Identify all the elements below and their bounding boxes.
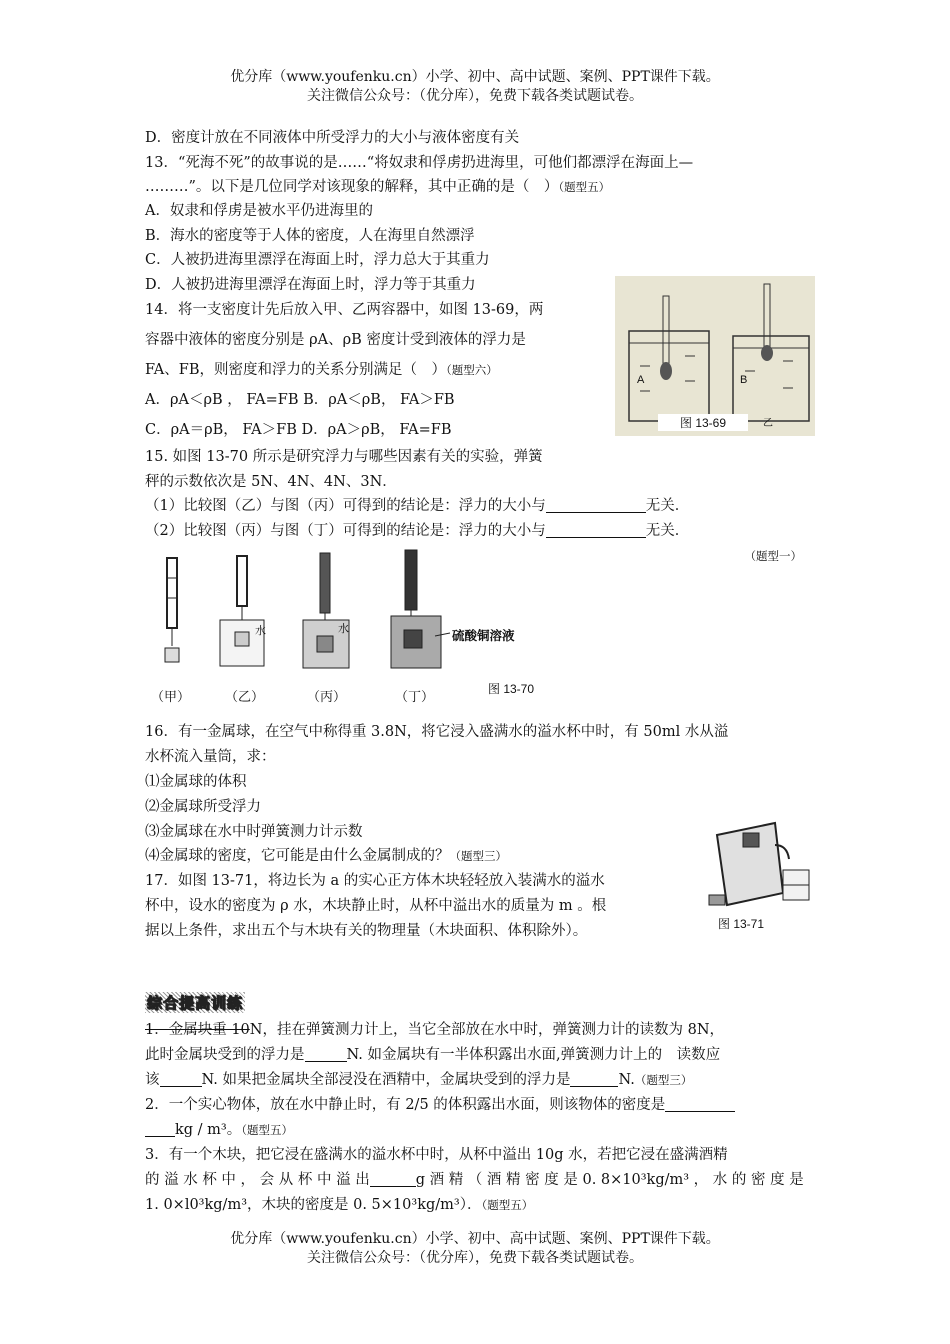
figure-13-70-drawing: [145, 548, 565, 688]
q15-line1: 15. 如图 13-70 所示是研究浮力与哪些因素有关的实验，弹簧: [145, 449, 543, 465]
figure-13-69-drawing: [615, 276, 815, 436]
figure-13-69: [615, 276, 815, 436]
q16-line2: 水杯流入量筒，求：: [145, 749, 276, 765]
c1-line3: [145, 1070, 692, 1090]
page-header-line2: 关注微信公众号：（优分库），免费下载各类试题试卷。: [307, 88, 643, 104]
c1-line3a: 该: [145, 1072, 160, 1088]
c1-blank1[interactable]: [305, 1047, 347, 1062]
figure-13-71: [705, 815, 815, 915]
q16-sub2: ⑵金属球所受浮力: [145, 799, 261, 815]
c1-line3b: N. 如果把金属块全部浸没在酒精中，金属块受到的浮力是: [201, 1072, 571, 1088]
q15-line2: 秤的示数依次是 5N、4N、4N、3N．: [145, 474, 397, 490]
fig70-label-yi: （乙）: [225, 689, 265, 704]
c1-line3c: N.: [618, 1072, 635, 1088]
q13-line1: 13．“死海不死”的故事说的是……“将奴隶和俘虏扔进海里，可他们都漂浮在海面上—: [145, 155, 694, 171]
c1-strike-text: 1．金属块重 10: [145, 1022, 250, 1038]
q12-option-d: D．密度计放在不同液体中所受浮力的大小与液体密度有关: [145, 130, 520, 146]
c1-line2a: 此时金属块受到的浮力是: [145, 1047, 305, 1063]
q16-sub3: ⑶金属球在水中时弹簧测力计示数: [145, 824, 363, 840]
q15-part1-blank[interactable]: [546, 498, 646, 513]
spring-scale-jia: [167, 558, 177, 628]
q13-option-c: C．人被扔进海里漂浮在海面上时，浮力总大于其重力: [145, 252, 490, 268]
c2-line2: [145, 1120, 293, 1140]
fig71-caption: 图 13-71: [718, 917, 765, 931]
q13-option-d: D．人被扔进海里漂浮在海面上时，浮力等于其重力: [145, 277, 476, 293]
block-ding: [404, 630, 422, 648]
c3-line3: [145, 1195, 533, 1215]
c2-line1-text: 2．一个实心物体，放在水中静止时，有 2/5 的体积露出水面，则该物体的密度是: [145, 1097, 666, 1113]
c1-line2: [145, 1045, 720, 1065]
q14-tag: （题型六）: [446, 363, 498, 377]
c1-line1: [145, 1020, 724, 1040]
c3-line2b: g 酒 精 （ 酒 精 密 度 是 0. 8×10³kg/m³ ， 水 的 密 度 是: [415, 1172, 804, 1188]
q13-line2: [145, 177, 610, 197]
q16-tag: （题型三）: [449, 849, 507, 863]
q14-line1: 14．将一支密度计先后放入甲、乙两容器中，如图 13-69，两: [145, 302, 544, 318]
fig69-label-b: B: [740, 374, 748, 386]
q13-option-b: B．海水的密度等于人体的密度，人在海里自然漂浮: [145, 228, 475, 244]
c1-line2b: N. 如金属块有一半体积露出水面,弹簧测力计上的 读数应: [346, 1047, 721, 1063]
fig70-label-jia: （甲）: [151, 689, 191, 704]
c2-line2-text: kg / m³。: [175, 1122, 242, 1138]
page-footer-line1: 优分库（www.youfenku.cn）小学、初中、高中试题、案例、PPT课件下载。: [230, 1231, 720, 1247]
figure-13-71-drawing: [705, 815, 815, 910]
page-footer-line2: 关注微信公众号：（优分库），免费下载各类试题试卷。: [307, 1250, 643, 1266]
label-cuso4: 硫酸铜溶液: [452, 629, 515, 643]
q17-line3: 据以上条件，求出五个与木块有关的物理量（木块面积、体积除外）。: [145, 923, 588, 939]
block-bing: [317, 636, 333, 652]
q13-tag: （题型五）: [558, 180, 611, 194]
q13-line2-text: ………”。以下是几位同学对该现象的解释，其中正确的是（ ）: [145, 179, 559, 195]
hydrometer-b-bulb: [761, 345, 773, 361]
c3-tag: （题型五）: [481, 1198, 534, 1212]
fig70-label-ding: （丁）: [395, 689, 435, 704]
c2-blank-cont[interactable]: [145, 1122, 175, 1137]
c3-line3-text: 1. 0×l0³kg/m³，木块的密度是 0. 5×10³kg/m³）．: [145, 1197, 482, 1213]
q15-part2-end: 无关．: [645, 523, 690, 539]
q15-part2-text: （2）比较图（丙）与图（丁）可得到的结论是：浮力的大小与: [145, 523, 546, 539]
q16-sub1: ⑴金属球的体积: [145, 774, 247, 790]
fig69-label-yi: 乙: [763, 418, 773, 429]
c1-blank2[interactable]: [160, 1072, 202, 1087]
q15-part1-end: 无关．: [645, 498, 690, 514]
c3-line2a: 的 溢 水 杯 中 ， 会 从 杯 中 溢 出: [145, 1172, 370, 1188]
spring-scale-bing: [320, 553, 330, 613]
hydrometer-b-stem: [764, 284, 770, 349]
fig69-caption: 图 13-69: [658, 414, 748, 431]
spring-scale-ding: [405, 550, 417, 610]
label-water-yi: 水: [255, 625, 266, 637]
c2-tag: （题型五）: [241, 1123, 293, 1137]
c1-line1-text: N，挂在弹簧测力计上，当它全部放在水中时，弹簧测力计的读数为 8N，: [249, 1022, 725, 1038]
c3-line1: 3．有一个木块，把它浸在盛满水的溢水杯中时，从杯中溢出 10g 水，若把它浸在盛满酒精: [145, 1147, 728, 1163]
fig70-label-bing: （丙）: [307, 689, 347, 704]
c1-tag: （题型三）: [634, 1073, 693, 1087]
c2-blank[interactable]: [665, 1097, 735, 1112]
q14-option-ab: A．ρA＜ρB ， FA=FB B．ρA＜ρB， FA＞FB: [145, 392, 455, 408]
c3-line2: [145, 1170, 804, 1190]
page-header-line1: 优分库（www.youfenku.cn）小学、初中、高中试题、案例、PPT课件下载。: [230, 69, 720, 85]
wood-block: [743, 833, 759, 847]
c2-line1: [145, 1095, 735, 1115]
hydrometer-a-bulb: [660, 362, 672, 380]
q15-tag: （题型一）: [744, 549, 802, 563]
q13-option-a: A．奴隶和俘虏是被水平仍进海里的: [145, 203, 373, 219]
q14-option-cd: C．ρA＝ρB， FA＞FB D．ρA＞ρB， FA=FB: [145, 422, 452, 438]
section-title: 综合提高训练: [147, 994, 244, 1012]
block-yi: [235, 632, 249, 646]
q14-line2: 容器中液体的密度分别是 ρA、ρB 密度计受到液体的浮力是: [145, 332, 526, 348]
fig70-caption: 图 13-70: [488, 682, 535, 696]
q15-part1: [145, 496, 689, 516]
spring-scale-yi: [237, 556, 247, 606]
label-water-bing: 水: [338, 623, 349, 635]
q17-line1: 17．如图 13-71，将边长为 a 的实心正方体木块轻轻放入装满水的溢水: [145, 873, 605, 889]
q15-part1-text: （1）比较图（乙）与图（丙）可得到的结论是：浮力的大小与: [145, 498, 546, 514]
q14-line3: [145, 360, 498, 380]
block-jia: [165, 648, 179, 662]
q16-sub4-text: ⑷金属球的密度，它可能是由什么金属制成的？: [145, 848, 450, 864]
q16-sub4: [145, 846, 507, 866]
fig69-label-a: A: [637, 374, 645, 386]
support-block: [709, 895, 725, 905]
c1-blank3[interactable]: [570, 1072, 618, 1087]
c3-blank[interactable]: [370, 1172, 416, 1187]
q15-part2: [145, 521, 689, 541]
q16-line1: 16．有一金属球，在空气中称得重 3.8N，将它浸入盛满水的溢水杯中时，有 50ml 水从溢: [145, 724, 729, 740]
q17-line2: 杯中，设水的密度为 ρ 水，木块静止时，从杯中溢出水的质量为 m 。根: [145, 898, 607, 914]
q15-part2-blank[interactable]: [546, 523, 646, 538]
q14-line3-text: FA、FB，则密度和浮力的关系分别满足（ ）: [145, 362, 446, 378]
